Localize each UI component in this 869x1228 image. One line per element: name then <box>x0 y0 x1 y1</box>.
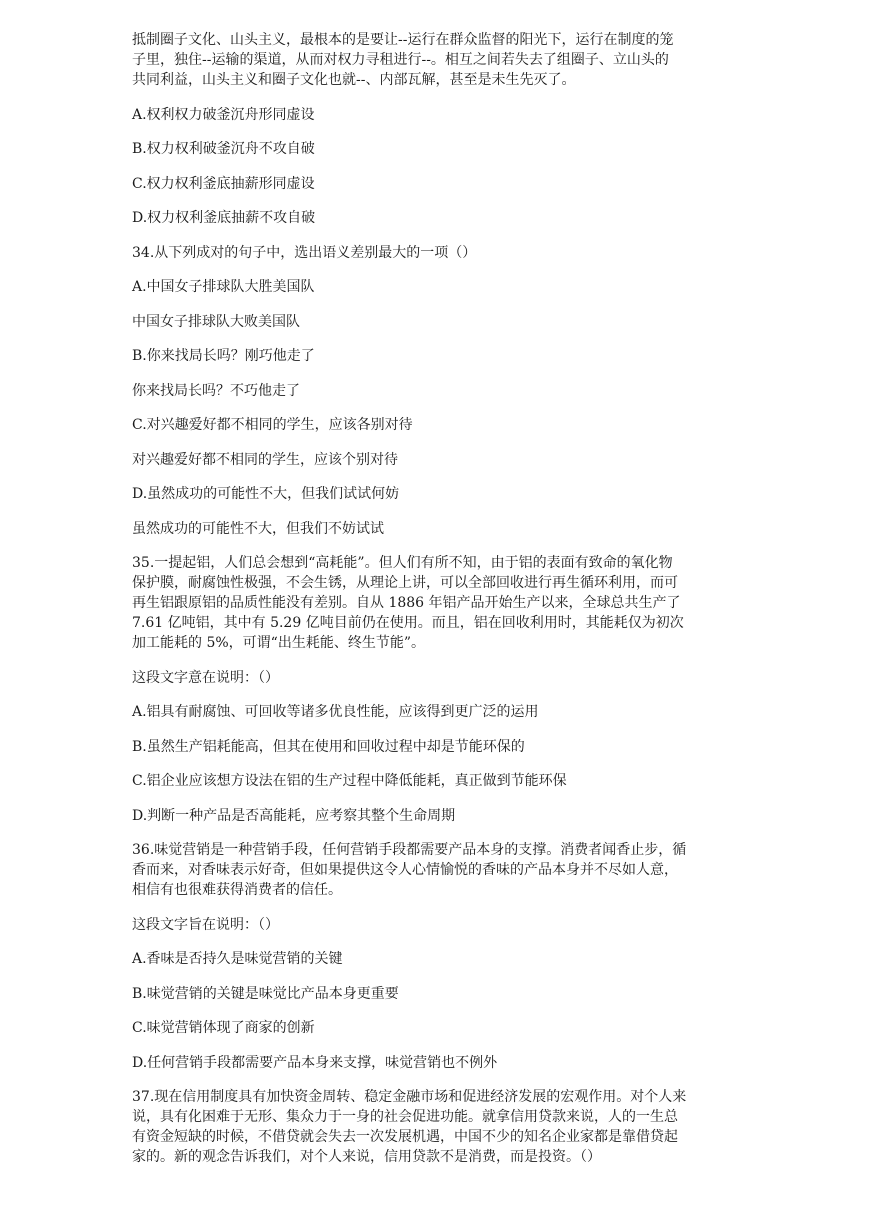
passage-line: 加工能耗的 5%，可谓“出生耗能、终生节能”。 <box>132 635 425 651</box>
q34-option-a2: 中国女子排球队大败美国队 <box>132 313 300 330</box>
q35-option-d: D.判断一种产品是否高能耗，应考察其整个生命周期 <box>132 807 456 824</box>
passage-line: 7.61 亿吨铝，其中有 5.29 亿吨目前仍在使用。而且，铝在回收利用时，其能耗仅为初次 <box>132 615 684 631</box>
passage-line: 保护膜，耐腐蚀性极强，不会生锈，从理论上讲，可以全部回收进行再生循环利用，而可 <box>132 575 678 591</box>
passage-line: 说，具有化困难于无形、集众力于一身的社会促进功能。就拿信用贷款来说，人的一生总 <box>132 1109 678 1125</box>
passage-line: 子里，独住--运输的渠道，从而对权力寻租进行--。相互之间若失去了组圈子、立山头的 <box>132 52 669 68</box>
q33-passage <box>132 30 739 90</box>
passage-line: 36.味觉营销是一种营销手段，任何营销手段都需要产品本身的支撑。消费者闻香止步，循 <box>132 842 687 858</box>
q33-option-a: A.权利权力破釜沉舟形同虚设 <box>132 106 315 123</box>
q36-option-c: C.味觉营销体现了商家的创新 <box>132 1020 315 1036</box>
q36-passage <box>132 840 739 900</box>
q36-prompt: 这段文字旨在说明：（） <box>132 916 279 933</box>
passage-line: 香而来，对香味表示好奇，但如果提供这令人心情愉悦的香味的产品本身并不尽如人意， <box>132 862 678 878</box>
q34-stem: 34.从下列成对的句子中，选出语义差别最大的一项（） <box>132 244 477 261</box>
passage-line: 35.一提起铝，人们总会想到“高耗能”。但人们有所不知，由于铝的表面有致命的氧化物 <box>132 555 673 571</box>
document-page <box>132 30 739 1182</box>
q34-option-d1: D.虽然成功的可能性不大，但我们试试何妨 <box>132 486 400 502</box>
passage-line: 再生铝跟原铝的品质性能没有差别。自从 1886 年铝产品开始生产以来，全球总共生产了 <box>132 595 681 611</box>
passage-line: 家的。新的观念告诉我们，对个人来说，信用贷款不是消费，而是投资。（） <box>132 1149 601 1165</box>
q34-option-a1: A.中国女子排球队大胜美国队 <box>132 279 315 295</box>
passage-line: 有资金短缺的时候，不借贷就会失去一次发展机遇，中国不少的知名企业家都是靠借贷起 <box>132 1129 678 1145</box>
q35-option-b: B.虽然生产铝耗能高，但其在使用和回收过程中却是节能环保的 <box>132 738 525 755</box>
q34-option-d2: 虽然成功的可能性不大，但我们不妨试试 <box>132 520 384 537</box>
q33-option-d: D.权力权利釜底抽薪不攻自破 <box>132 210 316 226</box>
q34-option-b1: B.你来找局长吗？刚巧他走了 <box>132 348 315 364</box>
q34-option-b2: 你来找局长吗？不巧他走了 <box>132 382 300 399</box>
q35-passage <box>132 553 739 653</box>
passage-line: 相信有也很难获得消费者的信任。 <box>132 882 342 898</box>
passage-line: 37.现在信用制度具有加快资金周转、稳定金融市场和促进经济发展的宏观作用。对个人来 <box>132 1089 687 1105</box>
q36-option-a: A.香味是否持久是味觉营销的关键 <box>132 951 343 967</box>
q36-option-d: D.任何营销手段都需要产品本身来支撑，味觉营销也不例外 <box>132 1054 498 1071</box>
q33-option-b: B.权力权利破釜沉舟不攻自破 <box>132 141 315 157</box>
q35-option-a: A.铝具有耐腐蚀、可回收等诸多优良性能，应该得到更广泛的运用 <box>132 704 539 720</box>
passage-line: 抵制圈子文化、山头主义，最根本的是要让--运行在群众监督的阳光下，运行在制度的笼 <box>132 32 674 48</box>
q36-option-b: B.味觉营销的关键是味觉比产品本身更重要 <box>132 985 399 1002</box>
q35-prompt: 这段文字意在说明：（） <box>132 669 279 686</box>
q35-option-c: C.铝企业应该想方设法在铝的生产过程中降低能耗，真正做到节能环保 <box>132 773 567 789</box>
passage-line: 共同利益，山头主义和圈子文化也就--、内部瓦解，甚至是未生先灭了。 <box>132 72 576 88</box>
q37-passage <box>132 1087 739 1167</box>
q33-option-c: C.权力权利釜底抽薪形同虚设 <box>132 175 315 192</box>
q34-option-c2: 对兴趣爱好都不相同的学生，应该个别对待 <box>132 451 398 468</box>
q34-option-c1: C.对兴趣爱好都不相同的学生，应该各别对待 <box>132 417 413 433</box>
